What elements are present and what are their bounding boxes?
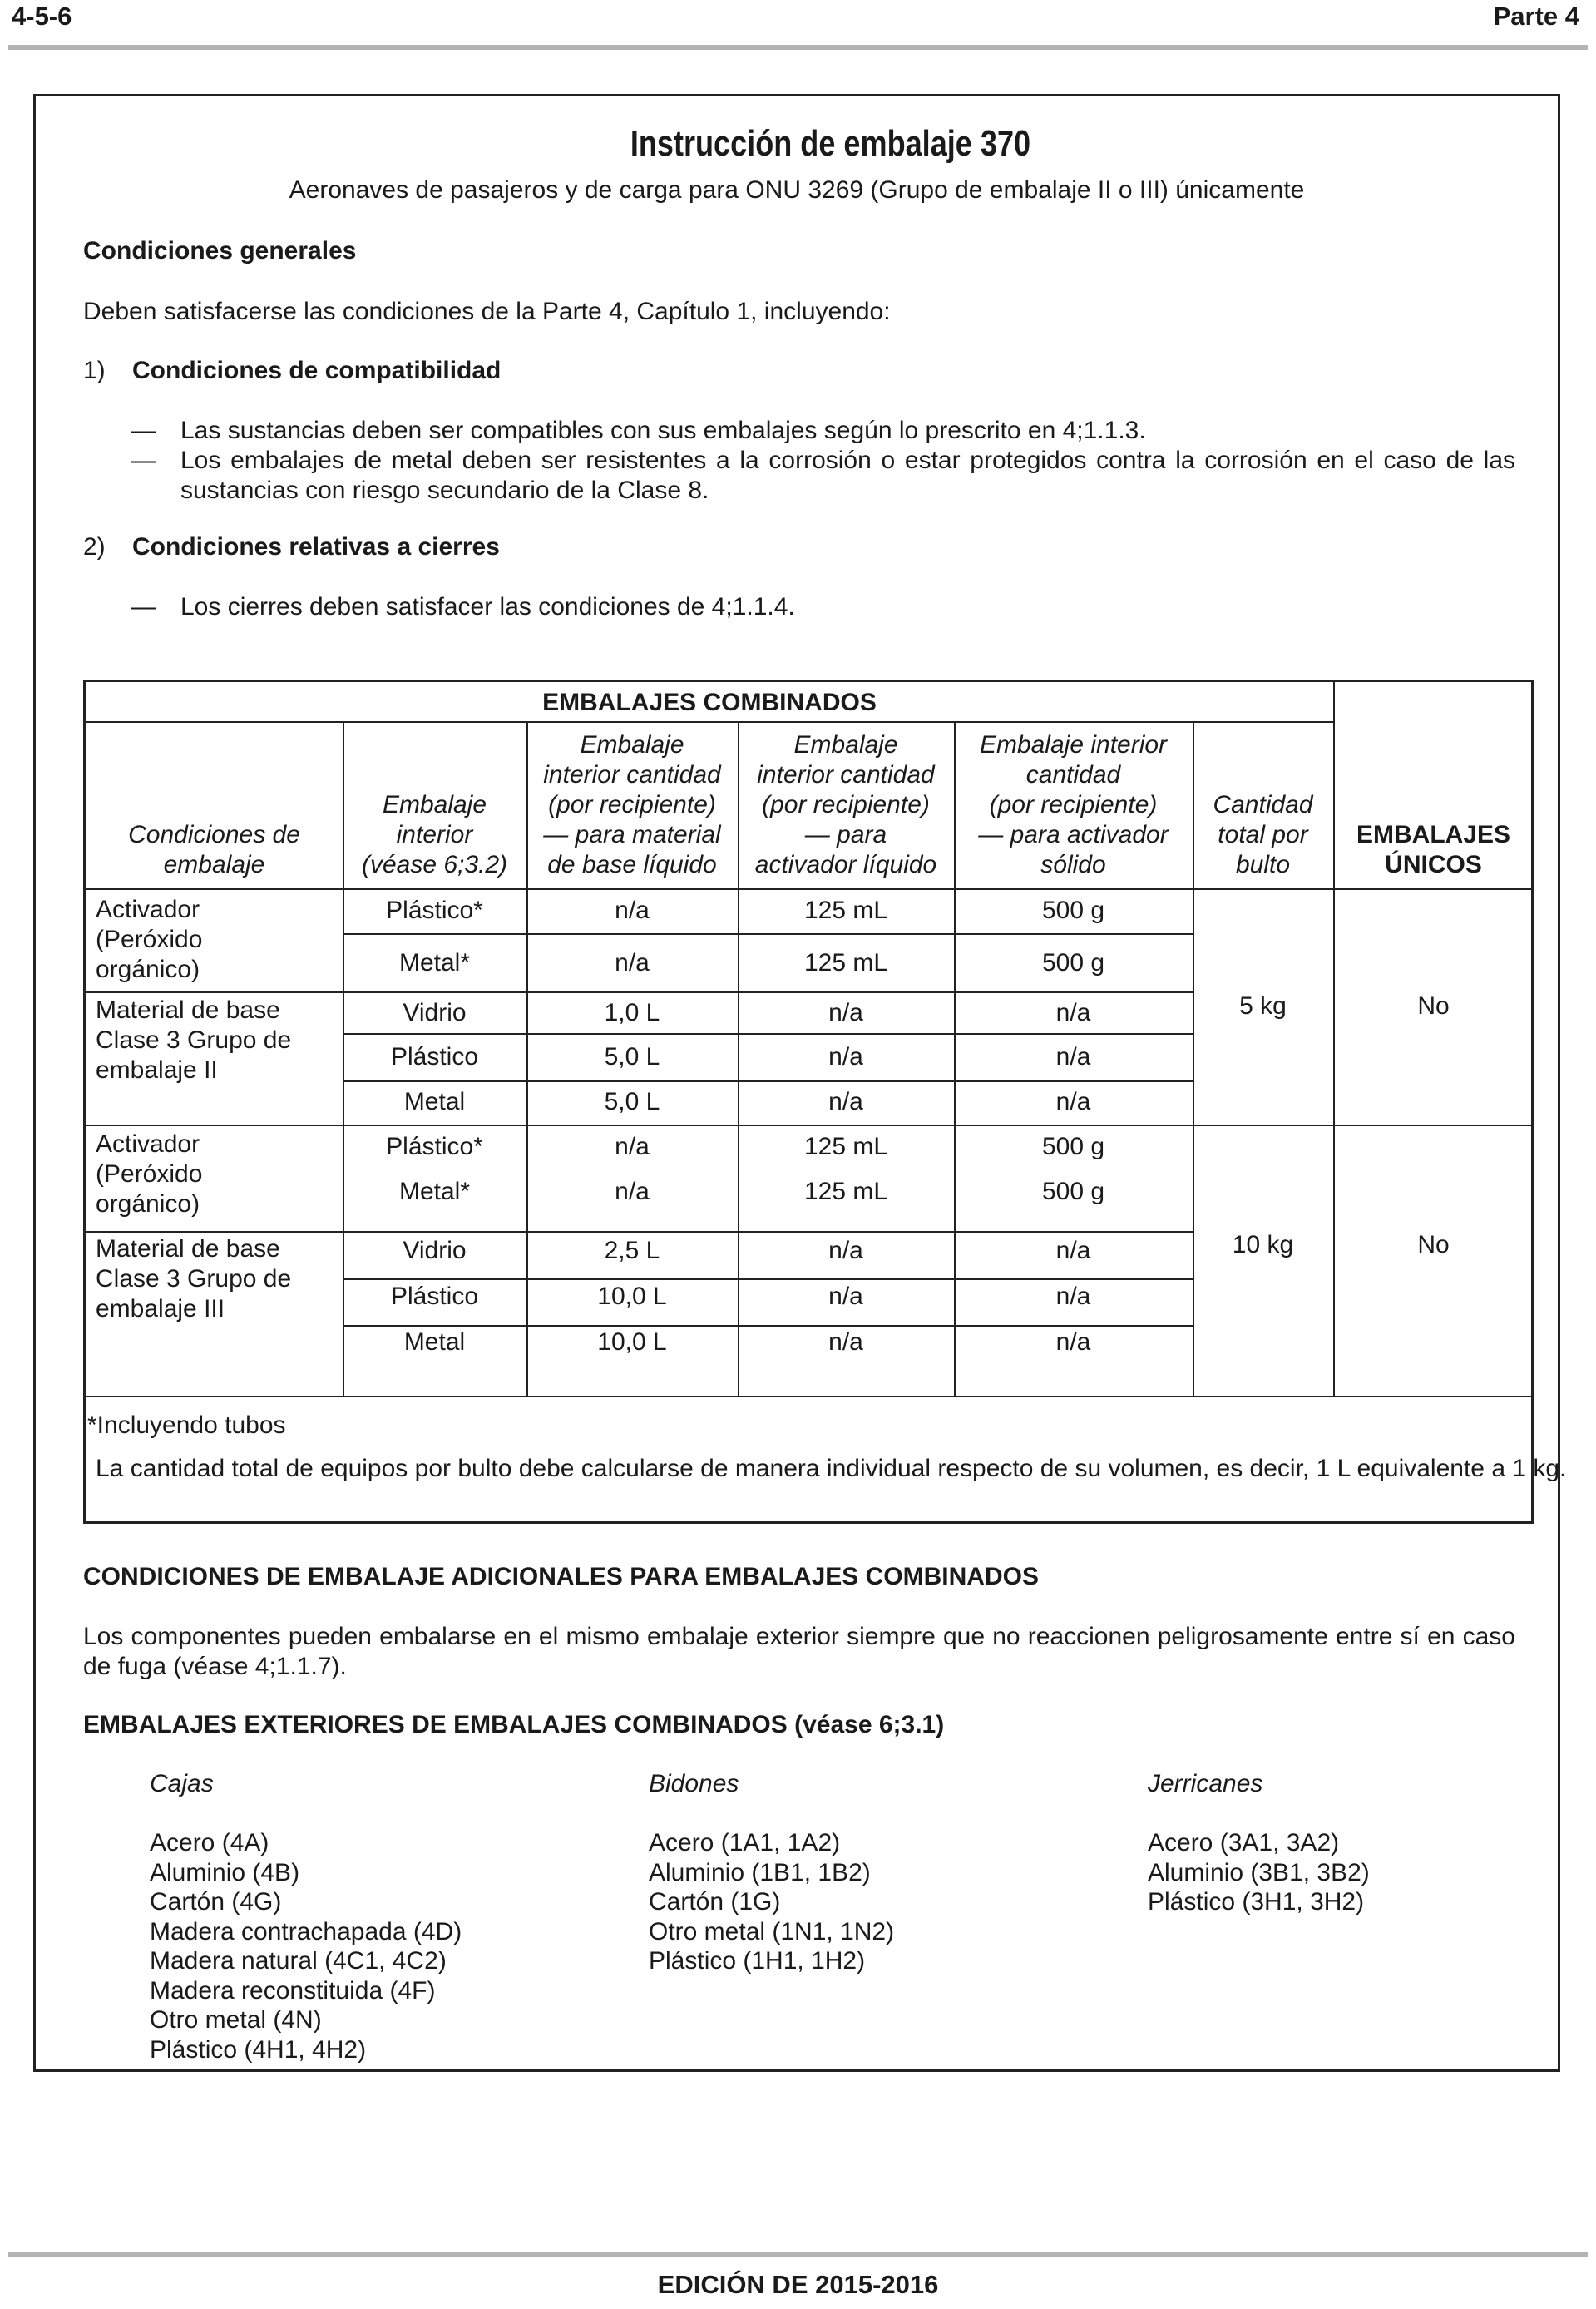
outer-jerricans-item: Aluminio (3B1, 3B2) <box>1148 1859 1370 1886</box>
table-cell: Vidrio <box>403 1237 467 1264</box>
header-single-packagings: EMBALAJES ÚNICOS <box>1356 821 1511 878</box>
outer-boxes-item: Madera natural (4C1, 4C2) <box>150 1947 447 1975</box>
page-number: 4-5-6 <box>12 2 72 31</box>
table-cell: n/a <box>1055 999 1091 1026</box>
table-footnote: *Incluyendo tubos <box>87 1412 286 1439</box>
header-base-liquid: Embalaje interior cantidad (por recipiente) — para material de base líquido <box>543 731 721 878</box>
table-cell: Metal <box>403 1328 466 1356</box>
edition-label: EDICIÓN DE 2015-2016 <box>657 2270 939 2299</box>
compatibility-item-1: Las sustancias deben ser compatibles con sus embalajes según lo prescrito en 4;1.1.3. <box>180 417 1146 444</box>
single-packagings-g3: No <box>1417 1231 1450 1258</box>
outer-boxes-item: Otro metal (4N) <box>150 2006 322 2034</box>
single-packagings-g2: No <box>1417 992 1450 1020</box>
table-cell: n/a <box>1055 1283 1091 1310</box>
table-cell: 10,0 L <box>597 1283 667 1310</box>
table-line <box>86 1125 1534 1126</box>
table-cell: Vidrio <box>403 999 467 1026</box>
table-cell: n/a <box>828 1237 863 1264</box>
table-line <box>86 991 1193 993</box>
closures-item-1: Los cierres deben satisfacer las condiciones de 4;1.1.4. <box>180 593 795 621</box>
table-cell: n/a <box>615 1178 650 1205</box>
table-cell: 5,0 L <box>604 1088 660 1115</box>
table-cell: Plástico* <box>386 897 483 924</box>
table-cell: 125 mL <box>803 949 888 977</box>
table-cell: Metal <box>403 1088 466 1115</box>
table-line <box>343 933 1193 935</box>
section-1-number: 1) <box>83 357 106 384</box>
outer-boxes-item: Cartón (4G) <box>150 1888 282 1916</box>
table-cell: 500 g <box>1041 949 1105 977</box>
table-line <box>86 888 1193 890</box>
table-cell: n/a <box>828 1043 863 1070</box>
table-cell: 500 g <box>1041 1178 1105 1205</box>
packing-table <box>83 680 1567 1524</box>
table-cell: n/a <box>828 1328 863 1356</box>
table-cell: n/a <box>1055 1237 1091 1264</box>
header-rule <box>8 45 1588 50</box>
table-line <box>343 1033 1193 1035</box>
row-label-activator-g3: Activador (Peróxido orgánico) <box>96 1130 203 1218</box>
additional-text: Los componentes pueden embalarse en el mismo embalaje exterior siempre que no reaccionen peligrosamente entre sí en caso de fuga (véase 4;1.1.7). <box>83 1623 1515 1680</box>
table-cell: Plástico* <box>386 1133 483 1160</box>
outer-col-jerricans-title: Jerricanes <box>1148 1770 1263 1797</box>
total-per-package-g3: 10 kg <box>1232 1231 1294 1258</box>
table-cell: 1,0 L <box>604 999 660 1026</box>
table-cell: 500 g <box>1041 1133 1105 1160</box>
part-label: Parte 4 <box>1493 2 1579 31</box>
instruction-subtitle: Aeronaves de pasajeros y de carga para ONU 3269 (Grupo de embalaje II o III) únicamente <box>289 176 1305 204</box>
table-line <box>1193 888 1534 890</box>
table-cell: n/a <box>1055 1328 1091 1356</box>
table-cell: 2,5 L <box>604 1237 660 1264</box>
outer-drums-item: Acero (1A1, 1A2) <box>649 1829 841 1857</box>
outer-col-drums-title: Bidones <box>649 1770 739 1797</box>
table-cell: Metal* <box>398 1178 471 1205</box>
row-label-activator-g2: Activador (Peróxido orgánico) <box>96 896 203 983</box>
table-cell: 500 g <box>1041 897 1105 924</box>
table-cell: Plástico <box>390 1283 479 1310</box>
total-per-package-g2: 5 kg <box>1239 992 1287 1020</box>
row-label-base-g2: Material de base Clase 3 Grupo de embalaje II <box>96 996 292 1084</box>
instruction-title: Instrucción de embalaje 370 <box>630 123 1030 164</box>
outer-drums-item: Plástico (1H1, 1H2) <box>649 1947 866 1975</box>
table-line <box>1333 682 1335 1396</box>
table-cell: n/a <box>615 949 650 977</box>
table-cell: n/a <box>615 1133 650 1160</box>
table-cell: 10,0 L <box>597 1328 667 1356</box>
table-line <box>86 721 1333 723</box>
general-heading: Condiciones generales <box>83 237 357 265</box>
table-cell: 125 mL <box>803 1178 888 1205</box>
header-conditions: Condiciones de embalaje <box>128 821 300 878</box>
section-1-title: Condiciones de compatibilidad <box>132 357 502 384</box>
table-cell: 5,0 L <box>604 1043 660 1070</box>
header-activator-liquid: Embalaje interior cantidad (por recipiente) — para activador líquido <box>754 731 937 878</box>
dash-marker: — <box>131 417 156 444</box>
table-cell: Metal* <box>398 949 471 977</box>
table-cell: n/a <box>828 1283 863 1310</box>
compatibility-item-2: Los embalajes de metal deben ser resistentes a la corrosión o estar protegidos contra la corrosión en el caso de las sustancias con riesgo secundario de la Clase 8. <box>180 447 1515 504</box>
outer-boxes-item: Plástico (4H1, 4H2) <box>150 2036 367 2064</box>
title-container <box>33 123 1560 165</box>
combined-packagings-header: EMBALAJES COMBINADOS <box>542 689 877 716</box>
outer-heading: EMBALAJES EXTERIORES DE EMBALAJES COMBINADOS (véase 6;3.1) <box>83 1711 945 1738</box>
table-cell: 125 mL <box>803 897 888 924</box>
outer-boxes-item: Madera reconstituida (4F) <box>150 1977 436 2005</box>
table-line <box>343 1080 1193 1082</box>
header-activator-solid: Embalaje interior cantidad (por recipiente) — para activador sólido <box>978 731 1169 878</box>
table-line <box>343 1325 1193 1327</box>
table-cell: Plástico <box>390 1043 479 1070</box>
table-note: La cantidad total de equipos por bulto debe calcularse de manera individual respecto de su volumen, es decir, 1 L equivalente a 1 kg. <box>96 1455 1567 1482</box>
outer-drums-item: Cartón (1G) <box>649 1888 781 1916</box>
outer-jerricans-item: Acero (3A1, 3A2) <box>1148 1829 1340 1857</box>
outer-jerricans-item: Plástico (3H1, 3H2) <box>1148 1888 1365 1916</box>
outer-boxes-item: Aluminio (4B) <box>150 1859 300 1886</box>
section-2-number: 2) <box>83 533 106 561</box>
table-cell: 125 mL <box>803 1133 888 1160</box>
outer-boxes-item: Madera contrachapada (4D) <box>150 1918 462 1946</box>
outer-boxes-item: Acero (4A) <box>150 1829 269 1857</box>
table-line <box>343 1278 1193 1280</box>
outer-col-boxes-title: Cajas <box>150 1770 214 1797</box>
outer-drums-item: Aluminio (1B1, 1B2) <box>649 1859 871 1886</box>
table-cell: n/a <box>1055 1088 1091 1115</box>
additional-heading: CONDICIONES DE EMBALAJE ADICIONALES PARA EMBALAJES COMBINADOS <box>83 1563 1039 1590</box>
header-inner-packaging: Embalaje interior (véase 6;3.2) <box>361 791 508 878</box>
table-line <box>86 1231 1193 1233</box>
outer-drums-item: Otro metal (1N1, 1N2) <box>649 1918 895 1946</box>
row-label-base-g3: Material de base Clase 3 Grupo de embalaje III <box>96 1235 292 1323</box>
general-intro: Deben satisfacerse las condiciones de la Parte 4, Capítulo 1, incluyendo: <box>83 298 891 325</box>
table-cell: n/a <box>1055 1043 1091 1070</box>
table-cell: n/a <box>615 897 650 924</box>
dash-marker: — <box>131 593 156 621</box>
table-cell: n/a <box>828 999 863 1026</box>
header-total-per-package: Cantidad total por bulto <box>1213 791 1313 878</box>
section-2-title: Condiciones relativas a cierres <box>132 533 500 561</box>
table-line <box>86 1396 1534 1397</box>
table-cell: n/a <box>828 1088 863 1115</box>
dash-marker: — <box>131 447 156 474</box>
footer-rule <box>8 2252 1588 2257</box>
